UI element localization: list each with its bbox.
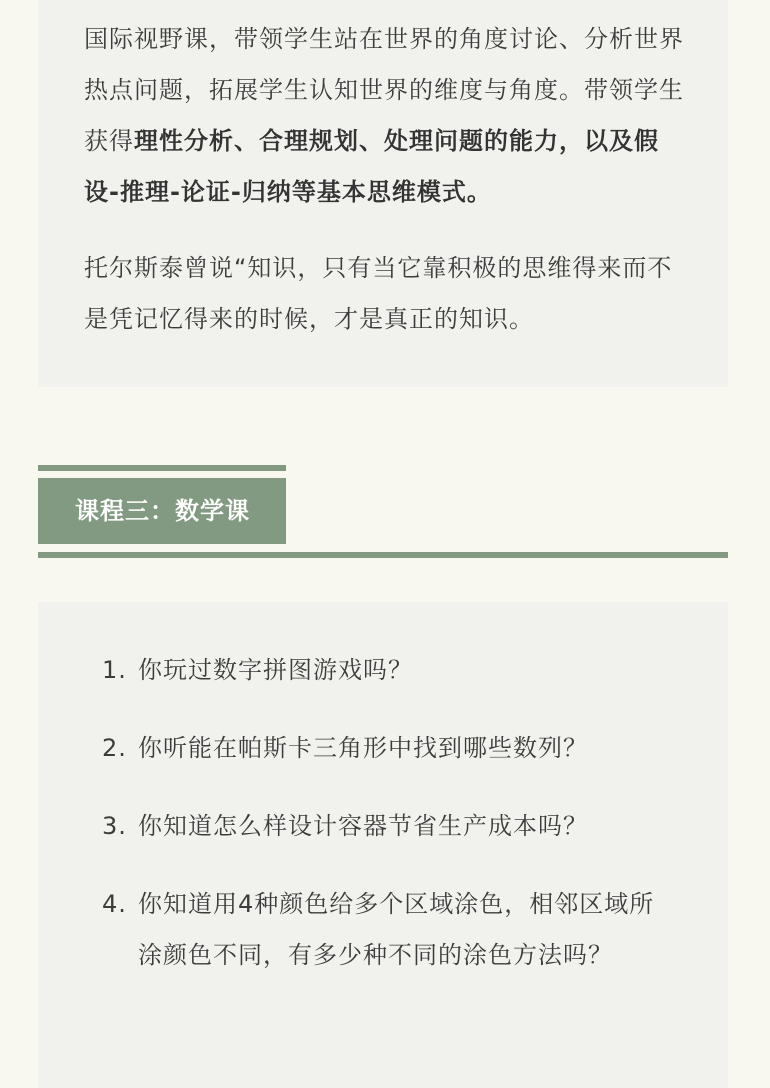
course-three-title: 课程三：数学课 [38, 478, 286, 544]
list-item-number: 1. [102, 656, 127, 684]
course-two-description-text: 国际视野课，带领学生站在世界的角度讨论、分析世界热点问题，拓展学生认知世界的维度与角度。带领学生获得 [84, 25, 684, 155]
heading-top-rule [38, 465, 286, 471]
course-three-heading [38, 465, 728, 560]
list-item [100, 879, 660, 981]
list-item-text: 你知道怎么样设计容器节省生产成本吗？ [138, 812, 588, 840]
list-item-text: 你知道用4种颜色给多个区域涂色，相邻区域所涂颜色不同，有多少种不同的涂色方法吗？ [138, 890, 655, 969]
list-item-text: 你听能在帕斯卡三角形中找到哪些数列？ [138, 734, 588, 762]
list-item-number: 3. [102, 812, 127, 840]
list-item-number: 4. [102, 890, 127, 918]
heading-bottom-rule [38, 552, 728, 558]
list-item [100, 723, 660, 774]
course-two-description-highlight: 理性分析、合理规划、处理问题的能力，以及假设-推理-论证-归纳等基本思维模式。 [84, 127, 659, 206]
list-item [100, 645, 660, 696]
math-question-list [100, 645, 660, 1008]
list-item-number: 2. [102, 734, 127, 762]
list-item-text: 你玩过数字拼图游戏吗？ [138, 656, 413, 684]
course-two-description [84, 14, 694, 218]
list-item [100, 801, 660, 852]
tolstoy-quote: 托尔斯泰曾说“知识，只有当它靠积极的思维得来而不是凭记忆得来的时候，才是真正的知识。 [84, 254, 673, 333]
